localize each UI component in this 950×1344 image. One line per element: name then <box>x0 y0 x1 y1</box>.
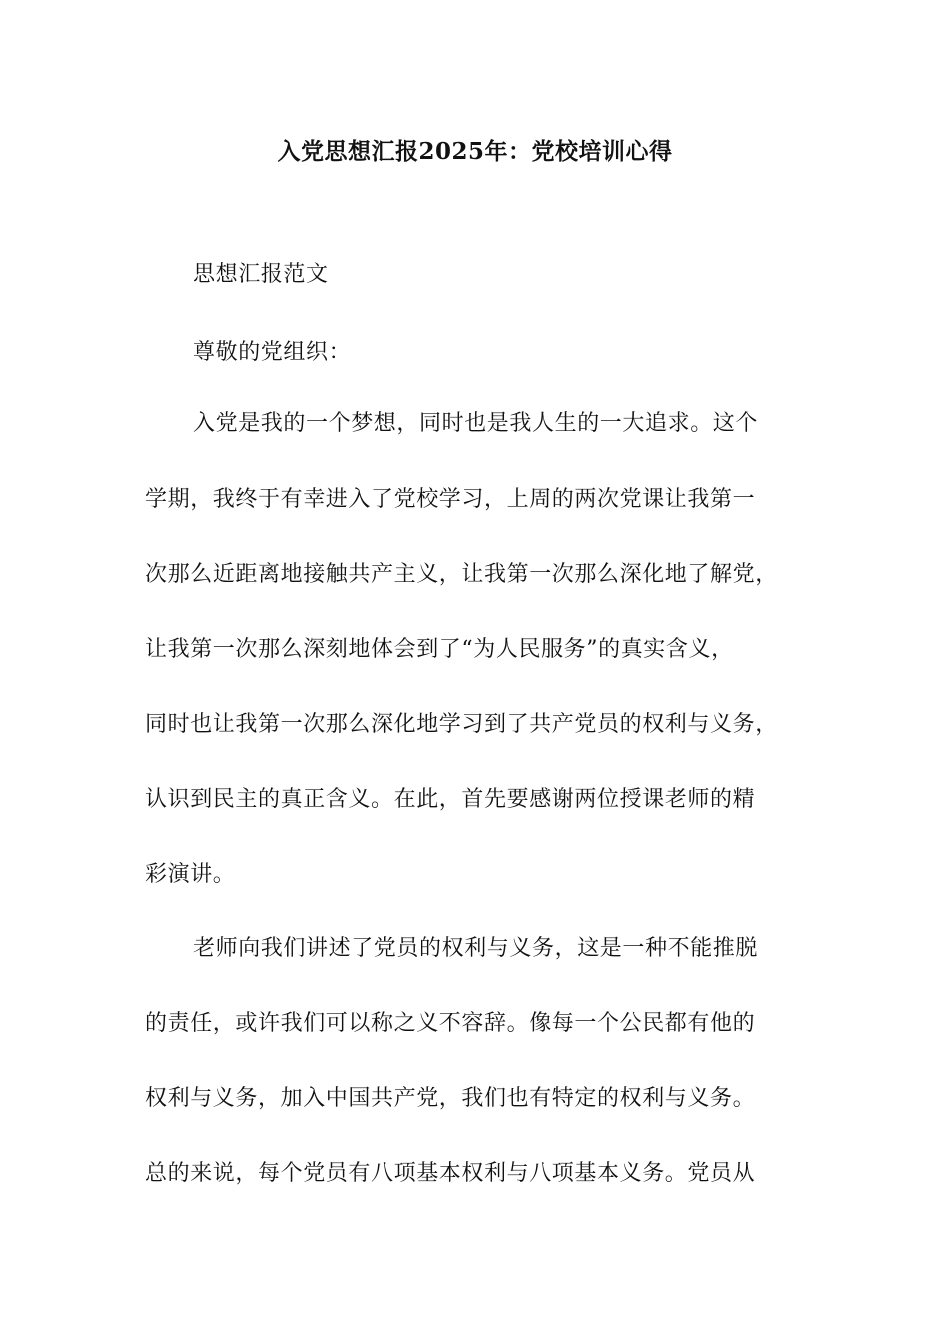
text-line: 的责任，或许我们可以称之义不容辞。像每一个公民都有他的 <box>145 1011 756 1036</box>
text-line: 总的来说，每个党员有八项基本权利与八项基本义务。党员从 <box>145 1161 756 1186</box>
text-line: 权利与义务，加入中国共产党，我们也有特定的权利与义务。 <box>145 1086 756 1111</box>
text-line: 老师向我们讲述了党员的权利与义务，这是一种不能推脱 <box>193 936 759 961</box>
text-line: 尊敬的党组织： <box>193 340 352 365</box>
document-title: 入党思想汇报2025年：党校培训心得 <box>277 138 673 165</box>
text-line: 学期，我终于有幸进入了党校学习，上周的两次党课让我第一 <box>145 487 756 512</box>
text-line: 次那么近距离地接触共产主义，让我第一次那么深化地了解党， <box>145 562 778 587</box>
text-line: 让我第一次那么深刻地体会到了“为人民服务”的真实含义， <box>145 637 734 662</box>
text-line: 认识到民主的真正含义。在此，首先要感谢两位授课老师的精 <box>145 787 756 812</box>
text-line: 入党是我的一个梦想，同时也是我人生的一大追求。这个 <box>193 411 759 436</box>
text-line: 同时也让我第一次那么深化地学习到了共产党员的权利与义务， <box>145 712 778 737</box>
text-line: 思想汇报范文 <box>193 262 329 287</box>
text-line: 彩演讲。 <box>145 862 236 887</box>
